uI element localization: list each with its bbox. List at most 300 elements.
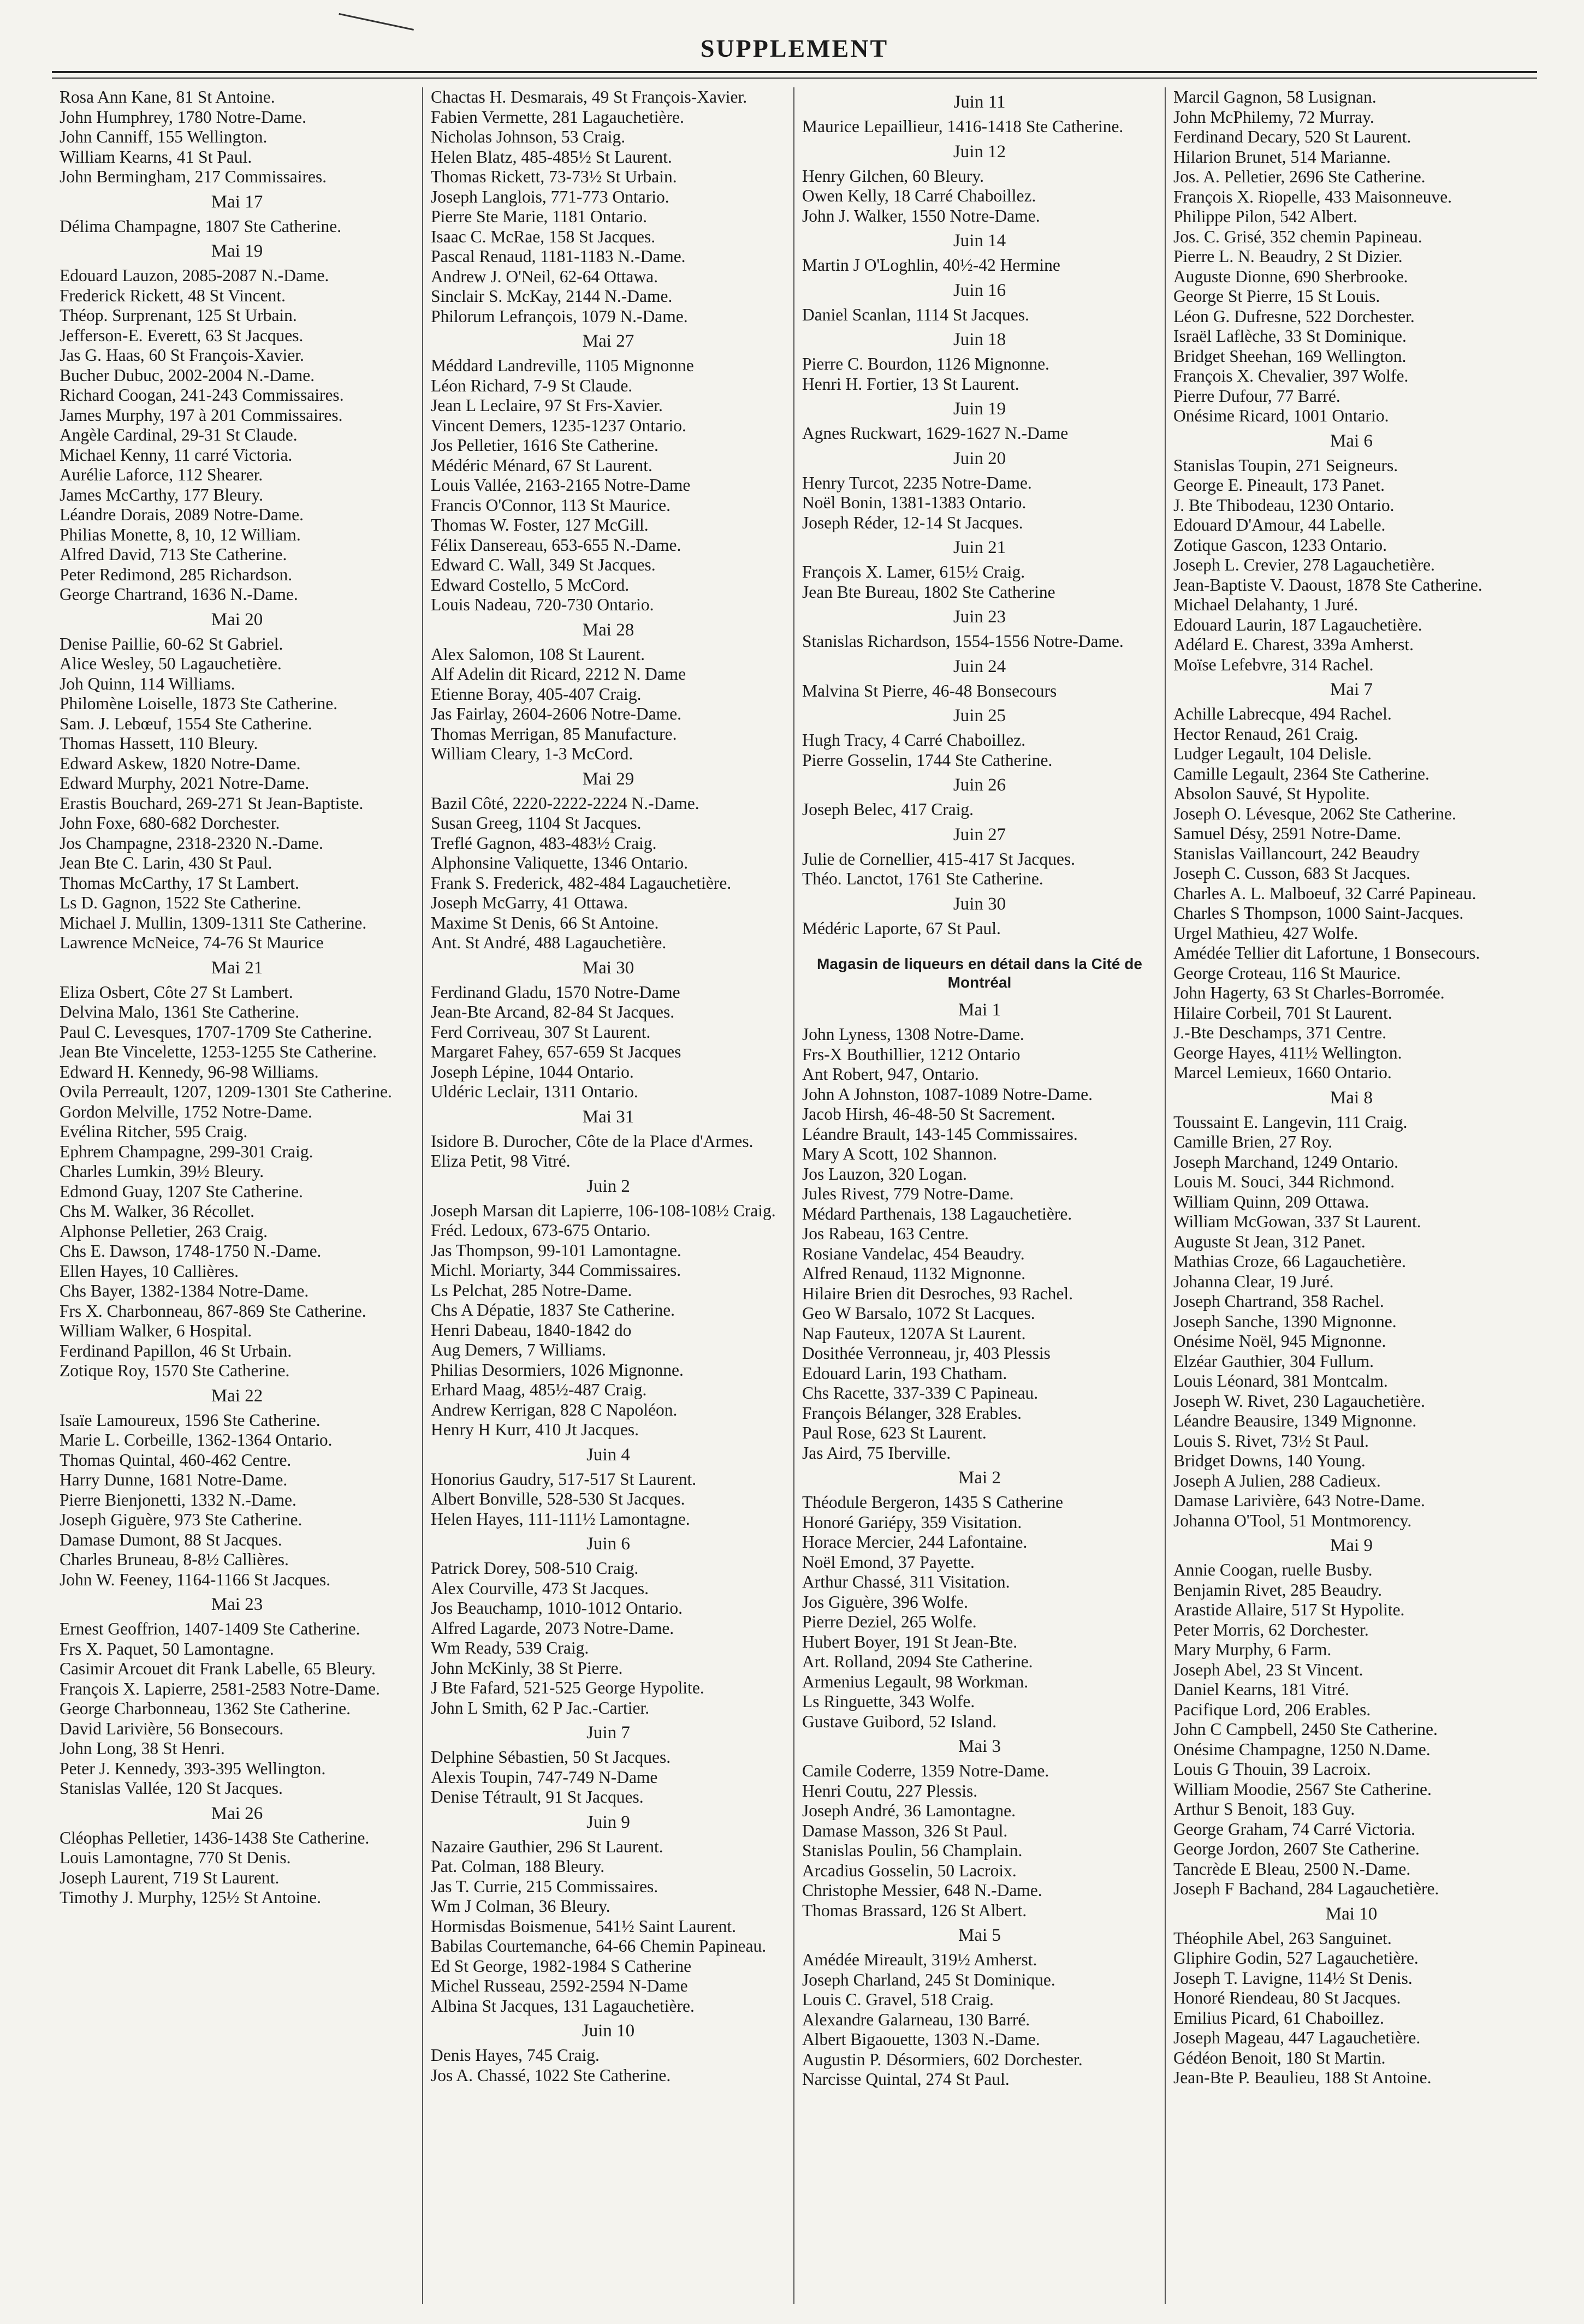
listing-entry: Jean-Bte P. Beaulieu, 188 St Antoine. [1173,2068,1432,2087]
listing-entry: Frs-X Bouthillier, 1212 Ontario [802,1044,1021,1064]
listing-entry: Zotique Gascon, 1233 Ontario. [1173,535,1387,555]
listing-entry: Joseph Sanche, 1390 Mignonne. [1173,1311,1397,1331]
date-heading: Juin 6 [586,1534,630,1554]
listing-entry: Nap Fauteux, 1207A St Laurent. [802,1323,1026,1343]
listing-entry: Benjamin Rivet, 285 Beaudry. [1173,1580,1383,1600]
listing-entry: Joseph C. Cusson, 683 St Jacques. [1173,864,1411,883]
listing-entry: Pierre L. N. Beaudry, 2 St Dizier. [1173,247,1403,266]
date-heading: Mai 20 [211,609,263,629]
listing-entry: William Kearns, 41 St Paul. [60,147,252,167]
listing-entry: Erastis Bouchard, 269-271 St Jean-Baptiste. [60,793,364,813]
listing-entry: Théo. Lanctot, 1761 Ste Catherine. [802,869,1043,888]
listing-entry: François X. Lamer, 615½ Craig. [802,562,1025,581]
listing-entry: David Larivière, 56 Bonsecours. [60,1719,284,1738]
listing-entry: Stanislas Vaillancourt, 242 Beaudry [1173,843,1420,863]
listing-entry: Edward H. Kennedy, 96-98 Williams. [60,1062,319,1081]
listing-entry: Peter J. Kennedy, 393-395 Wellington. [60,1758,326,1778]
listing-entry: Alf Adelin dit Ricard, 2212 N. Dame [431,664,686,683]
listing-entry: Urgel Mathieu, 427 Wolfe. [1173,923,1358,943]
date-heading: Juin 14 [953,231,1006,251]
page-header [52,16,1537,76]
listing-entry: Rosa Ann Kane, 81 St Antoine. [60,87,275,106]
listing-entry: Ferdinand Papillon, 46 St Urbain. [60,1341,292,1360]
listing-entry: James Murphy, 197 à 201 Commissaires. [60,405,343,425]
listing-entry: Edward Costello, 5 McCord. [431,575,630,595]
listing-entry: Henri Dabeau, 1840-1842 do [431,1320,632,1340]
listing-entry: Ferdinand Gladu, 1570 Notre-Dame [431,982,680,1002]
date-heading: Mai 1 [958,1000,1001,1020]
listing-entry: Ant. St André, 488 Lagauchetière. [431,933,667,952]
listing-entry: Thomas Merrigan, 85 Manufacture. [431,724,677,744]
listing-entry: Thomas Rickett, 73-73½ St Urbain. [431,167,677,186]
date-heading: Mai 22 [211,1386,263,1406]
listing-entry: Lawrence McNeice, 74-76 St Maurice [60,933,324,952]
listing-entry: Ed St George, 1982-1984 S Catherine [431,1956,692,1976]
listing-entry: John McKinly, 38 St Pierre. [431,1658,623,1678]
listing-entry: Honoré Riendeau, 80 St Jacques. [1173,1988,1401,2007]
listing-entry: Joseph Charland, 245 St Dominique. [802,1970,1055,1989]
listing-entry: Johanna O'Tool, 51 Montmorency. [1173,1511,1412,1530]
listing-entry: Joseph F Bachand, 284 Lagauchetière. [1173,1879,1439,1898]
listing-entry: George Graham, 74 Carré Victoria. [1173,1819,1416,1839]
listing-entry: Théodule Bergeron, 1435 S Catherine [802,1493,1063,1512]
listing-entry: Annie Coogan, ruelle Busby. [1173,1560,1373,1579]
listing-entry: Albert Bigaouette, 1303 N.-Dame. [802,2030,1040,2049]
listing-entry: Jos Giguère, 396 Wolfe. [802,1592,968,1612]
date-heading: Juin 10 [582,2021,635,2041]
listing-entry: Delvina Malo, 1361 Ste Catherine. [60,1002,300,1021]
listing-entry: Art. Rolland, 2094 Ste Catherine. [802,1652,1033,1671]
listing-entry: Sam. J. Lebœuf, 1554 Ste Catherine. [60,714,312,733]
listing-entry: Alex Salomon, 108 St Laurent. [431,644,645,664]
listing-entry: Treflé Gagnon, 483-483½ Craig. [431,833,657,853]
listing-entry: Delphine Sébastien, 50 St Jacques. [431,1748,671,1767]
listing-entry: Maurice Lepaillieur, 1416-1418 Ste Catherine. [802,117,1124,136]
listing-entry: Elzéar Gauthier, 304 Fullum. [1173,1351,1374,1371]
date-heading: Mai 8 [1330,1087,1373,1108]
listing-entry: Dosithée Verronneau, jr, 403 Plessis [802,1344,1051,1363]
listing-entry: Edward Murphy, 2021 Notre-Dame. [60,774,310,793]
listing-entry: Helen Hayes, 111-111½ Lamontagne. [431,1509,690,1529]
listing-entry: Augustin P. Désormiers, 602 Dorchester. [802,2049,1083,2069]
listing-entry: Fabien Vermette, 281 Lagauchetière. [431,107,684,127]
listing-entry: Chs Racette, 337-339 C Papineau. [802,1383,1039,1402]
listing-entry: Thomas W. Foster, 127 McGill. [431,515,649,534]
listing-entry: Wm J Colman, 36 Bleury. [431,1897,610,1916]
date-heading: Mai 10 [1325,1904,1378,1924]
listing-entry: Alexandre Galarneau, 130 Barré. [802,2010,1030,2029]
listing-entry: Francis O'Connor, 113 St Maurice. [431,495,671,515]
date-heading: Juin 25 [953,706,1006,726]
listing-entry: Denise Paillie, 60-62 St Gabriel. [60,634,283,653]
listing-entry: Michael Kenny, 11 carré Victoria. [60,445,293,465]
listing-entry: Cléophas Pelletier, 1436-1438 Ste Catherine. [60,1828,370,1847]
listing-entry: Joseph Laurent, 719 St Laurent. [60,1868,280,1887]
listing-entry: Andrew Kerrigan, 828 C Napoléon. [431,1400,678,1419]
listing-columns [52,87,1537,2304]
listing-entry: Jos Lauzon, 320 Logan. [802,1164,967,1184]
listing-entry: Ls D. Gagnon, 1522 Ste Catherine. [60,893,301,912]
listing-entry: Eliza Petit, 98 Vitré. [431,1151,571,1170]
listing-entry: Auguste St Jean, 312 Panet. [1173,1232,1366,1251]
date-heading: Juin 20 [953,448,1006,468]
listing-entry: Ferd Corriveau, 307 St Laurent. [431,1022,651,1042]
listing-entry: Michel Russeau, 2592-2594 N-Dame [431,1976,688,1995]
listing-entry: Gustave Guibord, 52 Island. [802,1711,997,1731]
listing-entry: Damase Dumont, 88 St Jacques. [60,1530,282,1549]
listing-entry: Jean Bte C. Larin, 430 St Paul. [60,853,272,872]
listing-entry: Léon Richard, 7-9 St Claude. [431,376,633,395]
listing-entry: Onésime Ricard, 1001 Ontario. [1173,406,1389,425]
listing-entry: Charles Bruneau, 8-8½ Callières. [60,1550,289,1569]
date-heading: Mai 2 [958,1468,1001,1488]
listing-entry: Léandre Brault, 143-145 Commissaires. [802,1124,1078,1144]
listing-entry: Isaac C. McRae, 158 St Jacques. [431,227,656,246]
listing-entry: Thomas Quintal, 460-462 Centre. [60,1450,292,1470]
listing-entry: Stanislas Richardson, 1554-1556 Notre-Dame. [802,632,1124,651]
listing-entry: Horace Mercier, 244 Lafontaine. [802,1532,1028,1552]
listing-entry: Fréd. Ledoux, 673-675 Ontario. [431,1221,651,1240]
listing-entry: Camile Coderre, 1359 Notre-Dame. [802,1761,1049,1780]
listing-entry: Uldéric Leclair, 1311 Ontario. [431,1082,638,1101]
listing-entry: Harry Dunne, 1681 Notre-Dame. [60,1470,288,1489]
listing-entry: Onésime Champagne, 1250 N.Dame. [1173,1739,1431,1759]
listing-entry: Agnes Ruckwart, 1629-1627 N.-Dame [802,424,1069,443]
listing-entry: Joseph Chartrand, 358 Rachel. [1173,1292,1384,1311]
listing-entry: William McGowan, 337 St Laurent. [1173,1212,1421,1231]
listing-entry: Aug Demers, 7 Williams. [431,1340,606,1359]
listing-entry: Frank S. Frederick, 482-484 Lagauchetière. [431,873,732,893]
listing-entry: Alphonsine Valiquette, 1346 Ontario. [431,853,688,872]
listing-entry: William Cleary, 1-3 McCord. [431,744,633,763]
listing-entry: Joseph Réder, 12-14 St Jacques. [802,513,1023,532]
listing-entry: Michael Delahanty, 1 Juré. [1173,595,1358,614]
listing-entry: Philippe Pilon, 542 Albert. [1173,207,1357,226]
listing-entry: Jean-Baptiste V. Daoust, 1878 Ste Catherine. [1173,575,1482,595]
listing-entry: Maxime St Denis, 66 St Antoine. [431,913,659,932]
listing-entry: Johanna Clear, 19 Juré. [1173,1271,1334,1291]
listing-entry: Andrew J. O'Neil, 62-64 Ottawa. [431,266,658,286]
listing-entry: Aurélie Laforce, 112 Shearer. [60,465,263,484]
listing-entry: Médéric Laporte, 67 St Paul. [802,918,1001,938]
listing-entry: Bridget Downs, 140 Young. [1173,1451,1366,1470]
listing-entry: Louis M. Souci, 344 Richmond. [1173,1172,1395,1191]
date-heading: Juin 21 [953,538,1006,557]
listing-entry: François Bélanger, 328 Erables. [802,1403,1022,1423]
listing-entry: Albina St Jacques, 131 Lagauchetière. [431,1996,695,2016]
listing-entry: Julie de Cornellier, 415-417 St Jacques. [802,849,1076,869]
listing-entry: Amédée Mireault, 319½ Amherst. [802,1950,1037,1969]
date-heading: Mai 7 [1330,680,1373,699]
listing-entry: John C Campbell, 2450 Ste Catherine. [1173,1720,1438,1739]
listing-entry: John Foxe, 680-682 Dorchester. [60,813,280,833]
listing-entry: Pierre Bienjonetti, 1332 N.-Dame. [60,1490,296,1509]
listing-entry: Marcel Lemieux, 1660 Ontario. [1173,1063,1392,1082]
listing-entry: Mathias Croze, 66 Lagauchetière. [1173,1252,1406,1271]
listing-entry: Alfred David, 713 Ste Catherine. [60,545,287,564]
listing-entry: Joseph Giguère, 973 Ste Catherine. [60,1510,302,1529]
listing-entry: Owen Kelly, 18 Carré Chaboillez. [802,186,1036,205]
listing-entry: Jefferson-E. Everett, 63 St Jacques. [60,325,304,345]
listing-entry: Chs Bayer, 1382-1384 Notre-Dame. [60,1281,309,1300]
listing-entry: Richard Coogan, 241-243 Commissaires. [60,385,344,405]
date-heading: Mai 26 [211,1803,263,1823]
listing-entry: Délima Champagne, 1807 Ste Catherine. [60,216,342,236]
listing-entry: Rosiane Vandelac, 454 Beaudry. [802,1244,1025,1263]
listing-entry: Philomène Loiselle, 1873 Ste Catherine. [60,694,338,713]
date-heading: Juin 18 [953,330,1006,349]
date-heading: Mai 3 [958,1737,1001,1756]
column-3 [794,87,1166,2304]
listing-entry: Denis Hayes, 745 Craig. [431,2046,600,2065]
listing-entry: William Walker, 6 Hospital. [60,1321,252,1340]
listing-entry: Honoré Gariépy, 359 Visitation. [802,1512,1022,1532]
listing-entry: Henry Turcot, 2235 Notre-Dame. [802,473,1032,492]
listing-entry: Arthur Chassé, 311 Visitation. [802,1572,1010,1591]
listing-entry: Michael J. Mullin, 1309-1311 Ste Catherine. [60,913,367,932]
listing-entry: Médard Parthenais, 138 Lagauchetière. [802,1204,1072,1223]
listing-entry: Bazil Côté, 2220-2222-2224 N.-Dame. [431,793,699,813]
listing-entry: George Chartrand, 1636 N.-Dame. [60,585,298,604]
date-heading: Mai 17 [211,192,263,212]
listing-entry: Léandre Beausire, 1349 Mignonne. [1173,1411,1417,1430]
listing-entry: Damase Larivière, 643 Notre-Dame. [1173,1491,1425,1510]
listing-entry: Jas Fairlay, 2604-2606 Notre-Dame. [431,704,681,723]
listing-entry: Thomas Hassett, 110 Bleury. [60,734,258,753]
listing-entry: Hilarion Brunet, 514 Marianne. [1173,147,1391,167]
date-heading: Juin 9 [586,1812,630,1832]
listing-entry: Jacob Hirsh, 46-48-50 St Sacrement. [802,1104,1055,1124]
listing-entry: Helen Blatz, 485-485½ St Laurent. [431,147,672,167]
listing-entry: Jas T. Currie, 215 Commissaires. [431,1876,658,1896]
date-heading: Mai 30 [582,958,634,978]
listing-entry: Léandre Dorais, 2089 Notre-Dame. [60,505,304,524]
listing-entry: Eliza Osbert, Côte 27 St Lambert. [60,982,293,1002]
listing-entry: Thomas Brassard, 126 St Albert. [802,1900,1027,1920]
listing-entry: Louis Nadeau, 720-730 Ontario. [431,595,654,614]
listing-entry: Geo W Barsalo, 1072 St Lacques. [802,1304,1035,1323]
listing-entry: Alexis Toupin, 747-749 N-Dame [431,1767,658,1787]
listing-entry: Joseph Langlois, 771-773 Ontario. [431,187,669,206]
listing-entry: Isidore B. Durocher, Côte de la Place d'Armes. [431,1131,754,1151]
listing-entry: Israël Laflèche, 33 St Dominique. [1173,326,1407,346]
listing-entry: Hubert Boyer, 191 St Jean-Bte. [802,1632,1018,1651]
listing-entry: Gédéon Benoit, 180 St Martin. [1173,2048,1386,2067]
listing-entry: Jos A. Chassé, 1022 Ste Catherine. [431,2065,671,2085]
listing-entry: Damase Masson, 326 St Paul. [802,1821,1008,1840]
listing-entry: Charles Lumkin, 39½ Bleury. [60,1162,264,1181]
listing-entry: Zotique Roy, 1570 Ste Catherine. [60,1361,290,1380]
listing-entry: Achille Labrecque, 494 Rachel. [1173,704,1392,723]
listing-entry: Isaïe Lamoureux, 1596 Ste Catherine. [60,1410,321,1430]
listing-entry: Sinclair S. McKay, 2144 N.-Dame. [431,287,673,306]
listing-entry: Théophile Abel, 263 Sanguinet. [1173,1928,1392,1948]
listing-entry: Erhard Maag, 485½-487 Craig. [431,1380,647,1399]
listing-entry: Frs X. Charbonneau, 867-869 Ste Catherine. [60,1301,366,1321]
date-heading: Juin 7 [586,1723,630,1743]
listing-entry: Michl. Moriarty, 344 Commissaires. [431,1261,681,1280]
listing-entry: Pierre Gosselin, 1744 Ste Catherine. [802,750,1053,770]
listing-entry: Wm Ready, 539 Craig. [431,1638,589,1657]
listing-entry: Frs X. Paquet, 50 Lamontagne. [60,1639,274,1659]
listing-entry: Auguste Dionne, 690 Sherbrooke. [1173,266,1408,286]
listing-entry: Louis Lamontagne, 770 St Denis. [60,1848,291,1867]
listing-entry: Jos Champagne, 2318-2320 N.-Dame. [60,833,323,853]
listing-entry: Hilaire Brien dit Desroches, 93 Rachel. [802,1283,1073,1303]
listing-entry: Chs M. Walker, 36 Récollet. [60,1202,254,1221]
listing-entry: Joh Quinn, 114 Williams. [60,674,235,693]
date-heading: Juin 16 [953,280,1006,300]
listing-entry: Joseph A Julien, 288 Cadieux. [1173,1471,1381,1490]
listing-entry: Stanislas Poulin, 56 Champlain. [802,1841,1023,1860]
listing-entry: Théop. Surprenant, 125 St Urbain. [60,306,297,325]
listing-entry: Chs E. Dawson, 1748-1750 N.-Dame. [60,1241,322,1261]
listing-entry: Casimir Arcouet dit Frank Labelle, 65 Bleury. [60,1659,376,1678]
header-rule [52,71,1537,73]
listing-entry: John W. Feeney, 1164-1166 St Jacques. [60,1570,331,1589]
listing-entry: Stanislas Toupin, 271 Seigneurs. [1173,455,1398,475]
date-heading: Mai 29 [582,769,634,789]
listing-entry: Emilius Picard, 61 Chaboillez. [1173,2008,1384,2028]
listing-entry: George St Pierre, 15 St Louis. [1173,287,1380,306]
page-title: SUPPLEMENT [700,34,889,62]
listing-entry: James McCarthy, 177 Bleury. [60,485,263,504]
listing-entry: Louis G Thouin, 39 Lacroix. [1173,1760,1371,1779]
listing-entry: Noël Emond, 37 Payette. [802,1552,975,1572]
listing-entry: Louis C. Gravel, 518 Craig. [802,1990,994,2009]
listing-entry: John Canniff, 155 Wellington. [60,127,268,146]
listing-entry: Jean-Bte Arcand, 82-84 St Jacques. [431,1002,675,1021]
date-heading: Juin 26 [953,775,1006,795]
listing-entry: Chactas H. Desmarais, 49 St François-Xavier. [431,87,747,106]
listing-entry: Marie L. Corbeille, 1362-1364 Ontario. [60,1430,333,1449]
listing-entry: William Quinn, 209 Ottawa. [1173,1192,1369,1211]
listing-entry: Thomas McCarthy, 17 St Lambert. [60,873,299,893]
listing-entry: Pierre Dufour, 77 Barré. [1173,386,1340,406]
listing-entry: Bridget Sheehan, 169 Wellington. [1173,346,1407,366]
listing-entry: Joseph Marsan dit Lapierre, 106-108-108½ Craig. [431,1200,776,1220]
listing-entry: Jos Rabeau, 163 Centre. [802,1224,969,1243]
listing-entry: Alfred Renaud, 1132 Mignonne. [802,1264,1026,1283]
date-heading: Mai 28 [582,620,634,640]
date-heading: Juin 30 [953,894,1006,914]
listing-entry: Toussaint E. Langevin, 111 Craig. [1173,1112,1408,1132]
listing-entry: Timothy J. Murphy, 125½ St Antoine. [60,1888,321,1907]
date-heading: Juin 2 [586,1176,630,1196]
listing-entry: George Charbonneau, 1362 Ste Catherine. [60,1699,351,1718]
listing-entry: Henry Gilchen, 60 Bleury. [802,166,984,186]
column-2 [423,87,794,2304]
listing-entry: Albert Bonville, 528-530 St Jacques. [431,1489,685,1508]
date-heading: Mai 23 [211,1595,263,1614]
listing-entry: Pierre Ste Marie, 1181 Ontario. [431,207,647,226]
date-heading: Juin 12 [953,141,1006,162]
listing-entry: Ant Robert, 947, Ontario. [802,1065,979,1084]
listing-entry: Jules Rivest, 779 Notre-Dame. [802,1184,1014,1203]
listing-entry: Hilaire Corbeil, 701 St Laurent. [1173,1003,1392,1023]
listing-entry: William Moodie, 2567 Ste Catherine. [1173,1779,1432,1799]
listing-entry: Ernest Geoffrion, 1407-1409 Ste Catherine. [60,1619,360,1638]
listing-entry: Alfred Lagarde, 2073 Notre-Dame. [431,1618,674,1638]
listing-entry: Philias Monette, 8, 10, 12 William. [60,525,301,544]
date-heading: Mai 31 [582,1107,634,1127]
listing-entry: Moïse Lefebvre, 314 Rachel. [1173,655,1374,674]
listing-entry: John McPhilemy, 72 Murray. [1173,107,1374,127]
listing-entry: Marcil Gagnon, 58 Lusignan. [1173,87,1377,106]
listing-entry: Joseph Abel, 23 St Vincent. [1173,1660,1363,1679]
listing-entry: Hugh Tracy, 4 Carré Chaboillez. [802,730,1026,750]
listing-entry: Paul C. Levesques, 1707-1709 Ste Catherine. [60,1022,372,1042]
listing-entry: George E. Pineault, 173 Panet. [1173,476,1385,495]
listing-entry: Samuel Désy, 2591 Notre-Dame. [1173,824,1401,843]
listing-entry: Hormisdas Boismenue, 541½ Saint Laurent. [431,1916,737,1936]
listing-entry: François X. Riopelle, 433 Maisonneuve. [1173,187,1452,206]
listing-entry: Edouard Lauzon, 2085-2087 N.-Dame. [60,266,329,285]
listing-entry: George Hayes, 411½ Wellington. [1173,1043,1402,1062]
listing-entry: Denise Tétrault, 91 St Jacques. [431,1787,644,1806]
listing-entry: Mary A Scott, 102 Shannon. [802,1144,998,1163]
listing-entry: Médéric Ménard, 67 St Laurent. [431,455,652,475]
listing-entry: Babilas Courtemanche, 64-66 Chemin Papineau. [431,1936,767,1956]
date-heading: Juin 4 [586,1445,630,1465]
column-4 [1166,87,1537,2304]
listing-entry: Nicholas Johnson, 53 Craig. [431,127,626,146]
listing-entry: Christophe Messier, 648 N.-Dame. [802,1881,1042,1900]
listing-entry: Pierre C. Bourdon, 1126 Mignonne. [802,354,1049,373]
listing-entry: Jean Bte Vincelette, 1253-1255 Ste Catherine. [60,1042,377,1061]
listing-entry: Philias Desormiers, 1026 Mignonne. [431,1360,684,1380]
listing-entry: John Lyness, 1308 Notre-Dame. [802,1025,1024,1044]
listing-entry: Henry H Kurr, 410 Jt Jacques. [431,1420,639,1439]
listing-entry: Joseph Mageau, 447 Lagauchetière. [1173,2028,1421,2047]
listing-entry: Daniel Scanlan, 1114 St Jacques. [802,305,1029,324]
listing-entry: Joseph McGarry, 41 Ottawa. [431,893,628,912]
listing-entry: Frederick Rickett, 48 St Vincent. [60,286,286,305]
listing-entry: Jos. A. Pelletier, 2696 Ste Catherine. [1173,167,1426,186]
section-title: Magasin de liqueurs en détail dans la Cité de Montréal [817,955,1142,991]
listing-entry: Gordon Melville, 1752 Notre-Dame. [60,1102,312,1121]
listing-entry: Edward C. Wall, 349 St Jacques. [431,555,656,574]
listing-entry: Joseph W. Rivet, 230 Lagauchetière. [1173,1391,1426,1411]
listing-entry: Martin J O'Loghlin, 40½-42 Hermine [802,255,1060,275]
listing-entry: Camille Brien, 27 Roy. [1173,1132,1333,1151]
listing-entry: Philorum Lefrançois, 1079 N.-Dame. [431,306,688,326]
listing-entry: Narcisse Quintal, 274 St Paul. [802,2070,1010,2089]
listing-entry: J.-Bte Deschamps, 371 Centre. [1173,1023,1387,1042]
listing-entry: John Long, 38 St Henri. [60,1739,225,1758]
listing-entry: J. Bte Thibodeau, 1230 Ontario. [1173,495,1395,515]
listing-entry: Tancrède E Bleau, 2500 N.-Dame. [1173,1859,1411,1879]
listing-entry: Bucher Dubuc, 2002-2004 N.-Dame. [60,365,315,385]
listing-entry: Mary Murphy, 6 Farm. [1173,1640,1332,1659]
listing-entry: Ovila Perreault, 1207, 1209-1301 Ste Catherine. [60,1082,392,1101]
listing-entry: Arthur S Benoit, 183 Guy. [1173,1799,1355,1818]
listing-entry: Félix Dansereau, 653-655 N.-Dame. [431,535,681,555]
listing-entry: Jos Pelletier, 1616 Ste Catherine. [431,436,658,455]
listing-entry: Peter Redimond, 285 Richardson. [60,564,293,584]
listing-entry: Joseph T. Lavigne, 114½ St Denis. [1173,1968,1413,1988]
listing-entry: Peter Morris, 62 Dorchester. [1173,1620,1369,1639]
date-heading: Juin 27 [953,824,1006,845]
listing-entry: Louis Vallée, 2163-2165 Notre-Dame [431,476,691,495]
listing-entry: Jas Aird, 75 Iberville. [802,1443,951,1463]
listing-entry: Louis Léonard, 381 Montcalm. [1173,1371,1388,1390]
listing-entry: George Jordon, 2607 Ste Catherine. [1173,1839,1420,1858]
listing-entry: Evélina Ritcher, 595 Craig. [60,1122,248,1141]
listing-entry: Alex Courville, 473 St Jacques. [431,1578,649,1598]
date-heading: Juin 11 [953,92,1006,112]
listing-entry: Jas Thompson, 99-101 Lamontagne. [431,1240,681,1260]
